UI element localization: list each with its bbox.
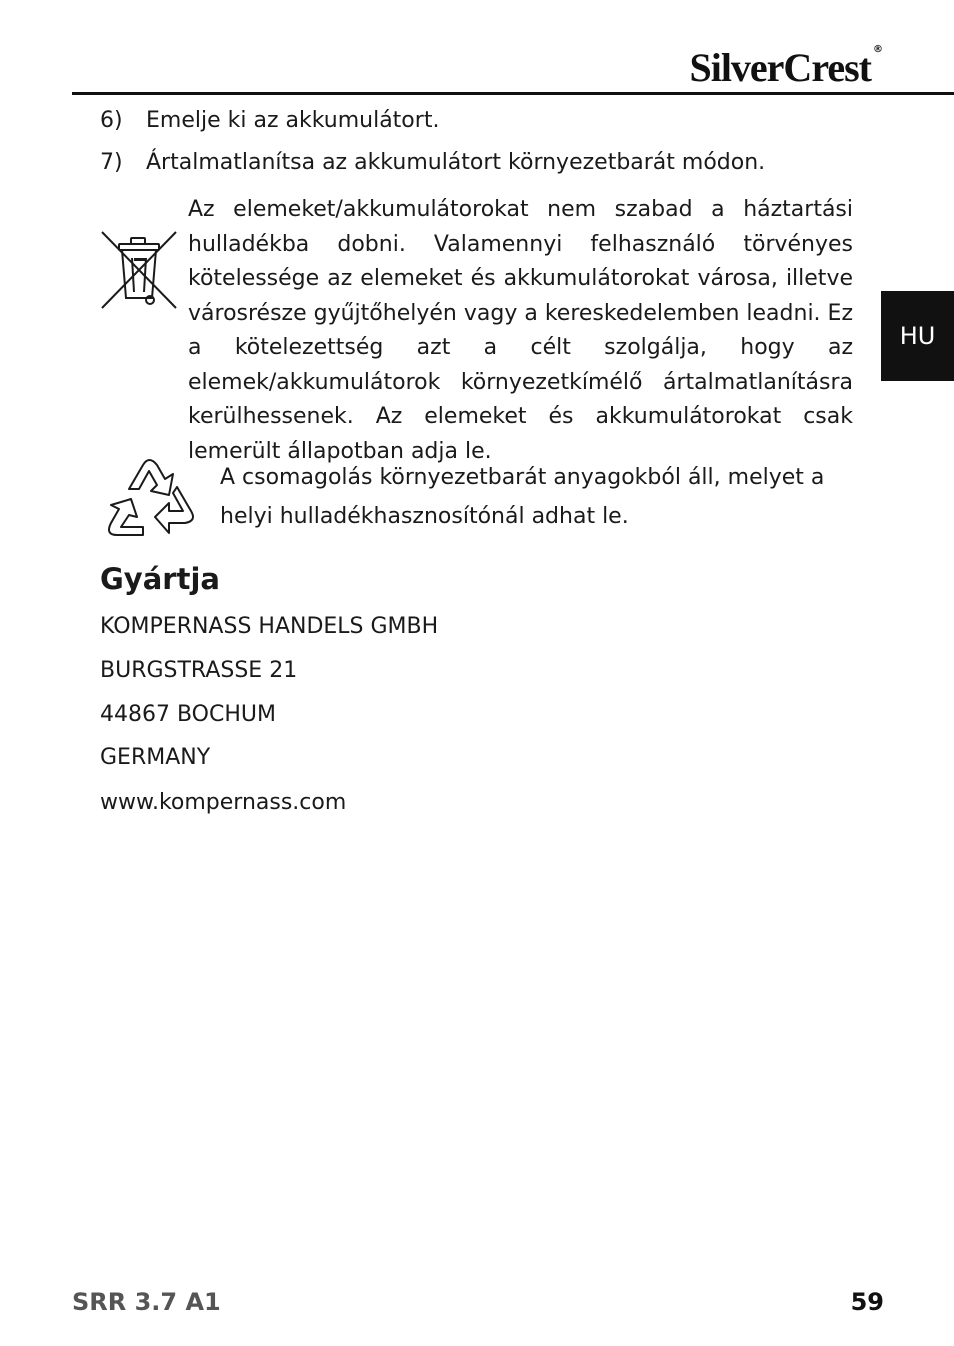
packaging-notice: A csomagolás környezetbarát anyagokból áll, melyet a helyi hulladékhasznosítónál adhat le. [220,465,825,529]
step-7: 7) Ártalmatlanítsa az akkumulátort környezetbarát módon. [100,150,766,175]
battery-disposal-notice: Az elemeket/akkumulátorokat nem szabad a háztartási hulladékba dobni. Valamennyi felhasználó törvényes kötelessége az elemeket és akkumulátorokat városa, illetve városrésze gyűjtőhelyén vagy a kereskedelemben leadni. Ez a kötelezettség azt a célt szolgálja, hogy az elemek/akkumulátorok környezetkímélő ártalmatlanításra kerülhessenek. Az elemeket és akkumulátorokat csak lemerült állapotban adja le. [188,197,853,464]
crossed-bin-icon [98,228,180,312]
manufacturer-street: BURGSTRASSE 21 [100,658,298,683]
header-divider [72,92,954,95]
language-tab: HU [881,291,954,381]
manufacturer-website: www.kompernass.com [100,790,347,815]
footer-model-number: SRR 3.7 A1 [72,1288,221,1316]
recycle-icon [99,447,203,547]
manufacturer-heading: Gyártja [100,562,220,596]
step-6: 6) Emelje ki az akkumulátort. [100,108,440,133]
page-number: 59 [850,1288,884,1316]
brand-logo: SilverCrest ® [689,44,882,90]
manufacturer-country: GERMANY [100,745,211,770]
manufacturer-name: KOMPERNASS HANDELS GMBH [100,614,439,639]
manufacturer-city: 44867 BOCHUM [100,702,276,727]
